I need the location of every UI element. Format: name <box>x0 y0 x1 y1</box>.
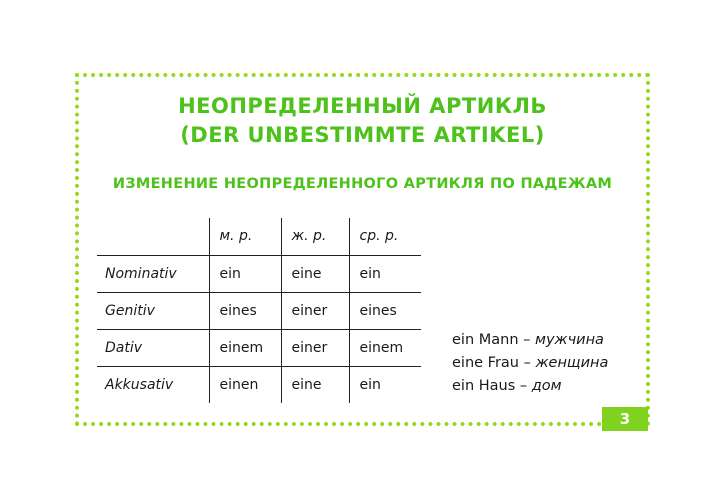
masculine-form: ein <box>209 255 281 292</box>
example-line <box>452 375 608 398</box>
table-row <box>97 292 421 329</box>
example-line <box>452 329 608 352</box>
case-name: Genitiv <box>97 292 209 329</box>
page-title-line-2: (DER UNBESTIMMTE ARTIKEL) <box>180 123 545 147</box>
example-german: ein Haus <box>452 378 516 394</box>
feminine-form: eine <box>281 366 349 403</box>
article-declension-table <box>97 218 421 403</box>
example-german: ein Mann <box>452 332 519 348</box>
table-row <box>97 255 421 292</box>
masculine-form: eines <box>209 292 281 329</box>
example-dash: – <box>519 378 528 394</box>
example-dash: – <box>523 355 531 371</box>
example-line <box>452 352 608 375</box>
case-name: Dativ <box>97 329 209 366</box>
case-name: Akkusativ <box>105 376 174 393</box>
section-subtitle: ИЗМЕНЕНИЕ НЕОПРЕДЕЛЕННОГО АРТИКЛЯ ПО ПАДЕЖАМ <box>112 176 613 192</box>
example-russian: женщина <box>535 355 609 371</box>
neuter-form: eines <box>349 292 421 329</box>
example-russian: дом <box>531 378 562 394</box>
neuter-form: ein <box>349 255 421 292</box>
feminine-form: einer <box>281 292 349 329</box>
header-masculine: м. р. <box>209 218 281 255</box>
page-title-line-1: НЕОПРЕДЕЛЕННЫЙ АРТИКЛЬ <box>178 94 547 118</box>
header-neuter: ср. р. <box>349 218 421 255</box>
table-row <box>97 329 421 366</box>
feminine-form: einer <box>281 329 349 366</box>
header-feminine: ж. р. <box>281 218 349 255</box>
masculine-form: einem <box>209 329 281 366</box>
example-german: eine Frau <box>452 355 519 371</box>
examples-block <box>452 329 608 398</box>
neuter-form: einem <box>349 329 421 366</box>
example-dash: – <box>523 332 531 348</box>
case-name: Nominativ <box>97 255 209 292</box>
example-russian: мужчина <box>535 332 604 348</box>
feminine-form: eine <box>281 255 349 292</box>
header-case <box>97 218 209 255</box>
page-number-badge: 3 <box>602 407 648 431</box>
table-header-row <box>97 218 421 255</box>
table-row <box>97 366 421 403</box>
masculine-form: einen <box>209 366 281 403</box>
neuter-form: ein <box>349 366 421 403</box>
